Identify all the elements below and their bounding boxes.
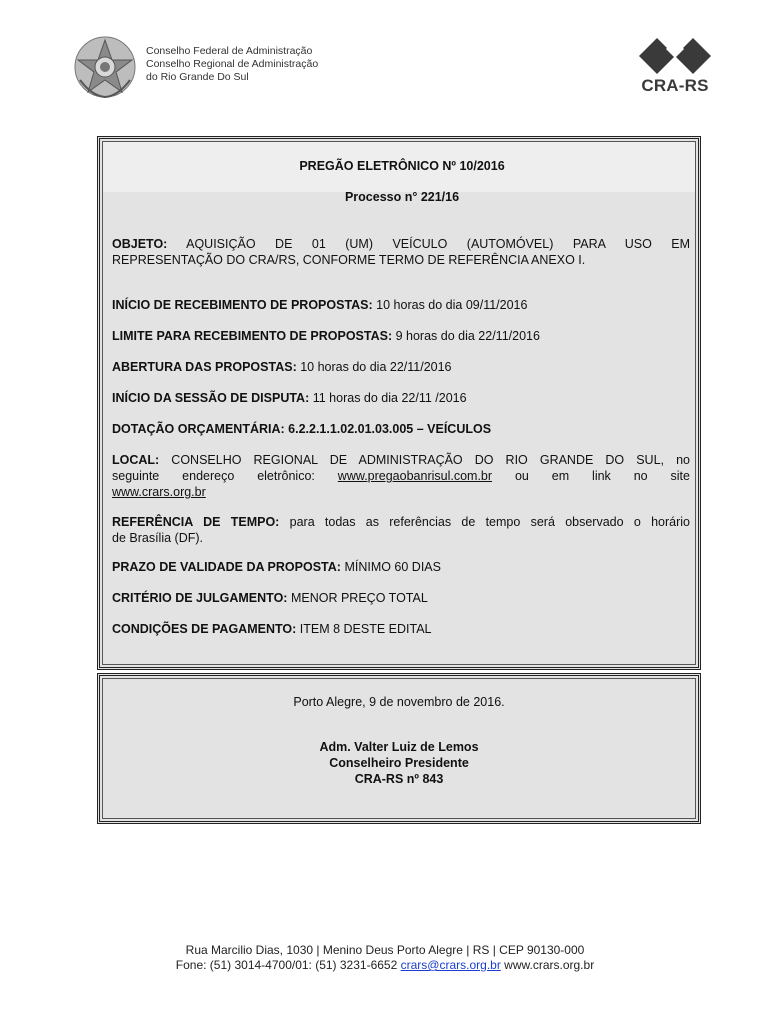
signer-name: Adm. Valter Luiz de Lemos [319,740,479,754]
footer-phone: Fone: (51) 3014-4700/01: (51) 3231-6652 [175,958,398,972]
local-text-2: seguinte endereço eletrônico: [112,469,315,483]
limite-value: 9 horas do dia 22/11/2016 [395,329,540,343]
page-title: PREGÃO ELETRÔNICO Nº 10/2016 [299,159,505,173]
place-date: Porto Alegre, 9 de novembro de 2016. [293,695,505,709]
abertura-propostas [112,359,690,375]
brazil-coat-of-arms-icon [72,34,138,100]
signer-role: Conselheiro Presidente [329,756,469,770]
sessao-label: INÍCIO DA SESSÃO DE DISPUTA: [112,391,310,405]
cra-rs-logo-icon [630,36,720,76]
objeto-line-1 [112,236,690,252]
org-line-1: Conselho Federal de Administração [146,45,313,57]
dotacao-text: DOTAÇÃO ORÇAMENTÁRIA: 6.2.2.1.1.02.01.03.005 – VEÍCULOS [112,422,492,436]
objeto-label: OBJETO: [112,237,168,251]
footer-site: www.crars.org.br [504,958,595,972]
signature-box [97,673,701,824]
referencia-line-1 [112,514,690,530]
local-line-1 [112,452,690,468]
criterio-julgamento [112,590,690,606]
condicoes-value: ITEM 8 DESTE EDITAL [299,622,432,636]
sessao-value: 11 horas do dia 22/11 /2016 [312,391,467,405]
org-line-3: do Rio Grande Do Sul [146,71,249,83]
inicio-label: INÍCIO DE RECEBIMENTO DE PROPOSTAS: [112,298,373,312]
local-text-3: ou em link no site [514,469,690,483]
abertura-label: ABERTURA DAS PROPOSTAS: [112,360,297,374]
inicio-sessao [112,390,690,406]
referencia-line-2: de Brasília (DF). [112,531,203,545]
footer-address: Rua Marcilio Dias, 1030 | Menino Deus Porto Alegre | RS | CEP 90130-000 [185,943,585,957]
footer-contact [0,958,770,973]
prazo-value: MÍNIMO 60 DIAS [344,560,441,574]
pregao-banrisul-link[interactable]: www.pregaobanrisul.com.br [337,469,493,483]
crars-site-link[interactable]: www.crars.org.br [112,485,206,499]
local-label: LOCAL: [112,453,160,467]
referencia-label: REFERÊNCIA DE TEMPO: [112,515,280,529]
condicoes-label: CONDIÇÕES DE PAGAMENTO: [112,622,297,636]
org-line-2: Conselho Regional de Administração [146,58,319,70]
limite-label: LIMITE PARA RECEBIMENTO DE PROPOSTAS: [112,329,393,343]
local-line-3 [112,484,690,500]
edital-summary-box [97,136,701,670]
footer-email-link[interactable]: crars@crars.org.br [400,958,501,972]
criterio-label: CRITÉRIO DE JULGAMENTO: [112,591,288,605]
prazo-validade [112,559,690,575]
signer-registration: CRA-RS nº 843 [354,772,444,786]
organization-names [146,45,318,84]
inicio-value: 10 horas do dia 09/11/2016 [376,298,528,312]
local-text-1: CONSELHO REGIONAL DE ADMINISTRAÇÃO DO RIO GRANDE DO SUL, no [171,453,690,467]
objeto-text-1: AQUISIÇÃO DE 01 (UM) VEÍCULO (AUTOMÓVEL) PARA USO EM [186,237,690,251]
dotacao-orcamentaria [112,421,690,437]
limite-recebimento [112,328,690,344]
criterio-value: MENOR PREÇO TOTAL [290,591,428,605]
cra-rs-logo [630,36,720,98]
referencia-text-1: para todas as referências de tempo será observado o horário [289,515,690,529]
abertura-value: 10 horas do dia 22/11/2016 [300,360,452,374]
inicio-recebimento [112,297,690,313]
process-number: Processo n° 221/16 [344,190,460,204]
prazo-label: PRAZO DE VALIDADE DA PROPOSTA: [112,560,341,574]
page-header [0,0,770,110]
objeto-line-2: REPRESENTAÇÃO DO CRA/RS, CONFORME TERMO DE REFERÊNCIA ANEXO I. [112,253,586,267]
logo-text: CRA-RS [641,76,709,95]
local-line-2 [112,468,690,484]
condicoes-pagamento [112,621,690,637]
